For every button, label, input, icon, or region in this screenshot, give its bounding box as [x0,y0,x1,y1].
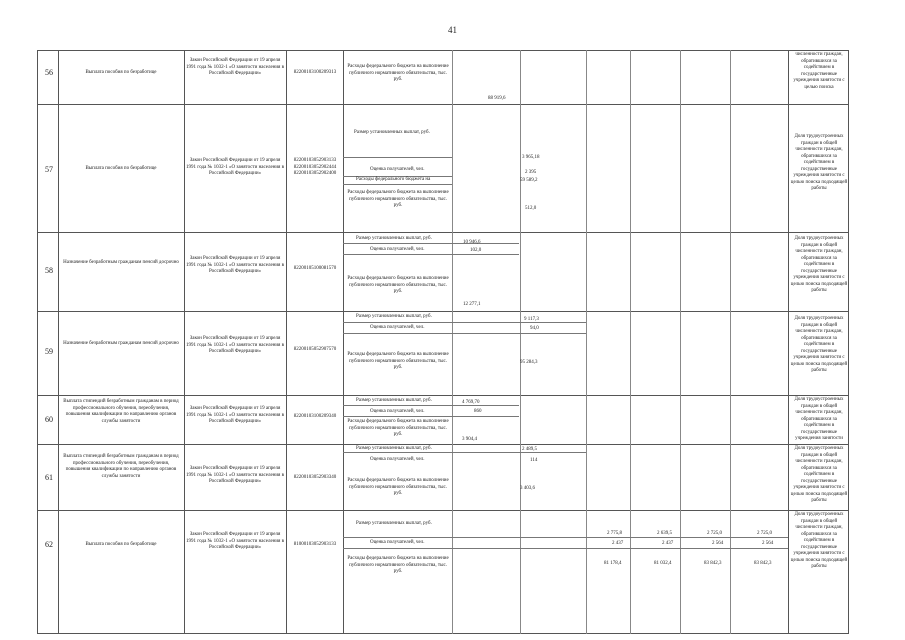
legal-basis: Закон Российской Федерации от 19 апреля 1991 года № 1032-1 «О занятости населения в Российской Федерации» [186,256,284,274]
indicator-label: Размер установленных выплат, руб. [356,314,432,319]
indicator-label: Расходы федерального бюджета на выполнение публичного нормативного обязательства, тыс. руб. [347,64,449,82]
measure-name: Выплата стипендий безработным гражданам в период профессионального обучения, переобучения, повышения квалификации по направлению органов службы занятости [63,454,179,479]
cell-divider [343,416,519,417]
cell-divider [343,254,519,255]
row-number: 58 [45,266,53,275]
year-value: 83 842,3 [704,561,722,566]
indicator-label: Расходы федерального бюджета на выполнение публичного нормативного обязательства, тыс. руб. [347,478,449,496]
indicator-value: 4 769,70 [462,400,480,405]
col-divider [680,50,681,634]
year-value: 2 725,0 [707,531,722,536]
budget-code: 81000103052903133 [293,542,337,547]
year-value: 2 725,0 [757,531,772,536]
measure-name: Выплата пособия по безработице [85,542,157,547]
page-number: 41 [448,25,457,35]
indicator-value: 10 946,6 [463,240,481,245]
indicator-value: 88 919,6 [488,96,506,101]
indicator-label: Расходы федерального бюджета на выполнение публичного нормативного обязательства, тыс. руб. [347,419,449,437]
indicator-label: Размер установленных выплат, руб. [354,130,430,135]
budget-code: 82200103052903133 82200103052902444 82200103052902400 [293,158,337,176]
col-divider [630,50,631,634]
row-divider [37,311,849,312]
budget-code: 82200103100209313 [293,70,337,75]
indicator-value: 3 965,18 [522,155,540,160]
indicator-label: Оценка получателей, чел. [370,167,425,172]
budget-code: 82200103100209340 [293,414,337,419]
row-number: 59 [45,347,53,356]
measure-name: Назначение безработным гражданам пенсий досрочно [63,260,179,265]
target-note: Доля трудоустроенных граждан в общей численности граждан, обратившихся за содействием в государственные учреждения занятости с целью поиска подходящей работы [790,316,848,373]
col-divider [586,50,587,634]
row-number: 60 [45,415,53,424]
measure-name: Выплата пособия по безработице [85,70,157,75]
cell-divider [343,322,586,323]
indicator-value: 3 403,6 [520,486,535,491]
indicator-value: 94,0 [530,326,539,331]
indicator-value: 114 [530,458,538,463]
indicator-label: Размер установленных выплат, руб. [356,398,432,403]
indicator-label: Оценка получателей, чел. [370,540,425,545]
budget-code: 82200105052907570 [293,347,337,352]
cell-divider [343,537,788,538]
indicator-label: Расходы федерального бюджета на [356,177,431,182]
row-number: 61 [45,473,53,482]
col-divider [452,50,453,634]
row-number: 62 [45,540,53,549]
year-value: 2 564 [712,541,724,546]
legal-basis: Закон Российской Федерации от 19 апреля 1991 года № 1032-1 «О занятости населения в Российской Федерации» [186,406,284,424]
legal-basis: Закон Российской Федерации от 19 апреля 1991 года № 1032-1 «О занятости населения в Российской Федерации» [186,336,284,354]
row-divider [37,104,849,105]
indicator-value: 95 284,3 [520,360,538,365]
target-note: Доля трудоустроенных граждан в общей численности граждан, обратившихся за содействием в государственные учреждения занятости с целью поиска подходящей работы [790,446,848,503]
year-value: 2 639,5 [657,531,672,536]
indicator-value: 2 395 [525,170,537,175]
indicator-value: 860 [474,409,482,414]
cell-divider [343,405,519,406]
indicator-value: 59 589,2 [520,178,538,183]
measure-name: Выплата пособия по безработице [85,166,157,171]
indicator-label: Расходы федерального бюджета на выполнение публичного нормативного обязательства, тыс. руб. [347,352,449,370]
row-divider [37,232,849,233]
indicator-label: Оценка получателей, чел. [370,457,425,462]
indicator-label: Размер установленных выплат, руб. [356,236,432,241]
cell-divider [343,548,788,549]
indicator-label: Расходы федерального бюджета на выполнение публичного нормативного обязательства, тыс. руб. [347,190,449,208]
indicator-value: 102,0 [470,248,482,253]
cell-divider [343,184,452,185]
indicator-value: 12 277,1 [463,302,481,307]
col-divider [520,50,521,634]
legal-basis: Закон Российской Федерации от 19 апреля 1991 года № 1032-1 «О занятости населения в Российской Федерации» [186,58,284,76]
target-note: Доля трудоустроенных граждан в общей численности граждан, обратившихся за содействием в государственные учреждения занятости с целью поиска подходящей работы [790,236,848,293]
target-note: Доля трудоустроенных граждан в общей численности граждан, обратившихся за содействием в государственные учреждения занятости [794,397,844,441]
indicator-label: Расходы федерального бюджета на выполнение публичного нормативного обязательства, тыс. руб. [347,276,449,294]
year-value: 81 178,4 [604,561,622,566]
target-note: Доля трудоустроенных граждан в общей численности граждан, обратившихся за содействием в государственные учреждения занятости с целью поиска подходящей работы [790,134,848,191]
budget-code: 82200103052903340 [293,475,337,480]
legal-basis: Закон Российской Федерации от 19 апреля 1991 года № 1032-1 «О занятости населения в Российской Федерации» [186,158,284,176]
row-divider [37,510,849,511]
col-divider [286,50,287,634]
year-value: 2 437 [662,541,674,546]
year-value: 81 032,4 [654,561,672,566]
indicator-value: 3 904,4 [462,437,477,442]
indicator-value: 2 489,5 [522,447,537,452]
indicator-value: 512,0 [525,206,537,211]
indicator-label: Расходы федерального бюджета на выполнение публичного нормативного обязательства, тыс. руб. [347,556,449,574]
budget-code: 82200105100081570 [293,266,337,271]
col-divider [730,50,731,634]
legal-basis: Закон Российской Федерации от 19 апреля 1991 года № 1032-1 «О занятости населения в Российской Федерации» [186,466,284,484]
measure-name: Выплата стипендий безработным гражданам в период профессионального обучения, переобучения, повышения квалификации по направлению органов службы занятости [63,399,179,424]
indicator-label: Размер установленных выплат, руб. [356,446,432,451]
indicator-label: Оценка получателей, чел. [370,409,425,414]
target-note: Доля трудоустроенных граждан в общей численности граждан, обратившихся за содействием в государственные учреждения занятости с целью поиска подходящей работы [790,512,848,569]
legal-basis: Закон Российской Федерации от 19 апреля 1991 года № 1032-1 «О занятости населения в Российской Федерации» [186,532,284,550]
cell-divider [343,243,519,244]
measure-name: Назначение безработным гражданам пенсий досрочно [63,341,179,346]
year-value: 2 437 [612,541,624,546]
target-note: численности граждан, обратившихся за содействием в государственные учреждения занятости с целью поиска [793,52,845,90]
year-value: 83 842,3 [754,561,772,566]
col-divider [58,50,59,634]
indicator-label: Размер установленных выплат, руб. [356,521,432,526]
indicator-label: Оценка получателей, чел. [370,247,425,252]
col-divider [788,50,789,634]
cell-divider [343,157,452,158]
row-number: 56 [45,68,53,77]
cell-divider [343,333,586,334]
year-value: 2 564 [762,541,774,546]
col-divider [343,50,344,634]
year-value: 2 775,8 [607,531,622,536]
indicator-label: Оценка получателей, чел. [370,325,425,330]
row-number: 57 [45,165,53,174]
row-divider [37,444,849,445]
row-divider [37,395,849,396]
col-divider [184,50,185,634]
indicator-value: 9 117,3 [524,317,539,322]
